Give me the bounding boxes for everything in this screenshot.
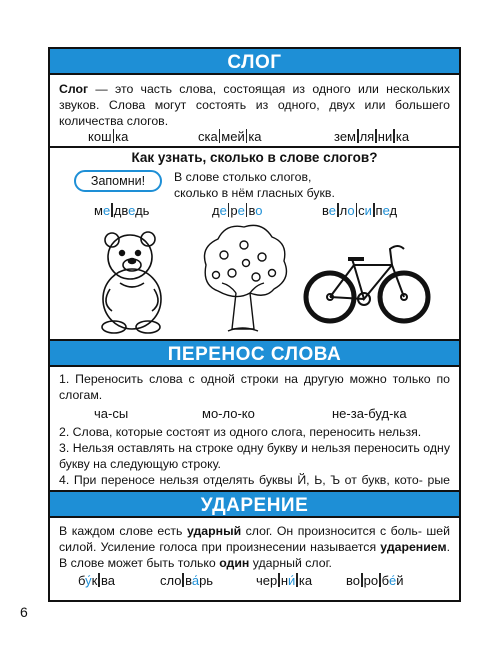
remember-badge: Запомни!	[74, 170, 162, 192]
example-chasy: ча-сы	[94, 406, 129, 421]
example-nezabudka: не-за-буд-ка	[332, 406, 407, 421]
syllable-question: Как узнать, сколько в слове слогов?	[131, 150, 378, 165]
example-word-koshka: кош ка	[88, 129, 129, 144]
word-medved: ме дведь	[94, 203, 150, 218]
divider	[50, 146, 459, 148]
page-number: 6	[20, 604, 28, 620]
hyphen-rule-3: 3. Нельзя оставлять на строке одну букву и нельзя переносить одну букву на следующую строку.	[59, 441, 450, 471]
syllable-rule: В слове столько слогов, сколько в нём гласных букв.	[174, 170, 335, 200]
section-header-syllable: СЛОГ	[50, 47, 459, 75]
word-velosiped: ве ло си пед	[322, 203, 398, 218]
bicycle-picture	[302, 237, 432, 327]
hyphen-rule-2: 2. Слова, которые состоят из одного слога, переносить нельзя.	[59, 425, 422, 439]
stress-definition: В каждом слове есть ударный слог. Он произносится с боль- шей силой. Усиление голоса при произнесении называется ударением. В слове может быть только один ударный слог.	[59, 524, 450, 570]
page-frame	[48, 47, 461, 602]
word-slovar: сло ва́рь	[160, 573, 214, 588]
hyphen-rule-4: 4. При переносе нельзя отделять буквы Й, Ь, Ъ от букв, кото- рые	[59, 473, 450, 487]
word-vorobey: во ро бе́й	[346, 573, 404, 588]
word-chernika: чер ни́ ка	[256, 573, 313, 588]
hyphen-rule-1: 1. Переносить слова с одной строки на другую можно только по слогам.	[59, 372, 450, 402]
example-word-zemlyanika: зем ля ни ка	[334, 129, 410, 144]
example-moloko: мо-ло-ко	[202, 406, 255, 421]
bear-picture	[92, 227, 172, 335]
syllable-definition: Слог — это часть слова, состоящая из одного или нескольких звуков. Слова могут состоять из одного, двух или большего количества слогов.	[59, 82, 450, 128]
tree-picture	[198, 221, 290, 339]
word-derevo: де ре во	[212, 203, 263, 218]
section-header-stress: УДАРЕНИЕ	[50, 490, 459, 518]
section-header-hyphenation: ПЕРЕНОС СЛОВА	[50, 339, 459, 367]
word-bukva: бу́к ва	[78, 573, 115, 588]
example-word-skameika: ска мей ка	[198, 129, 262, 144]
